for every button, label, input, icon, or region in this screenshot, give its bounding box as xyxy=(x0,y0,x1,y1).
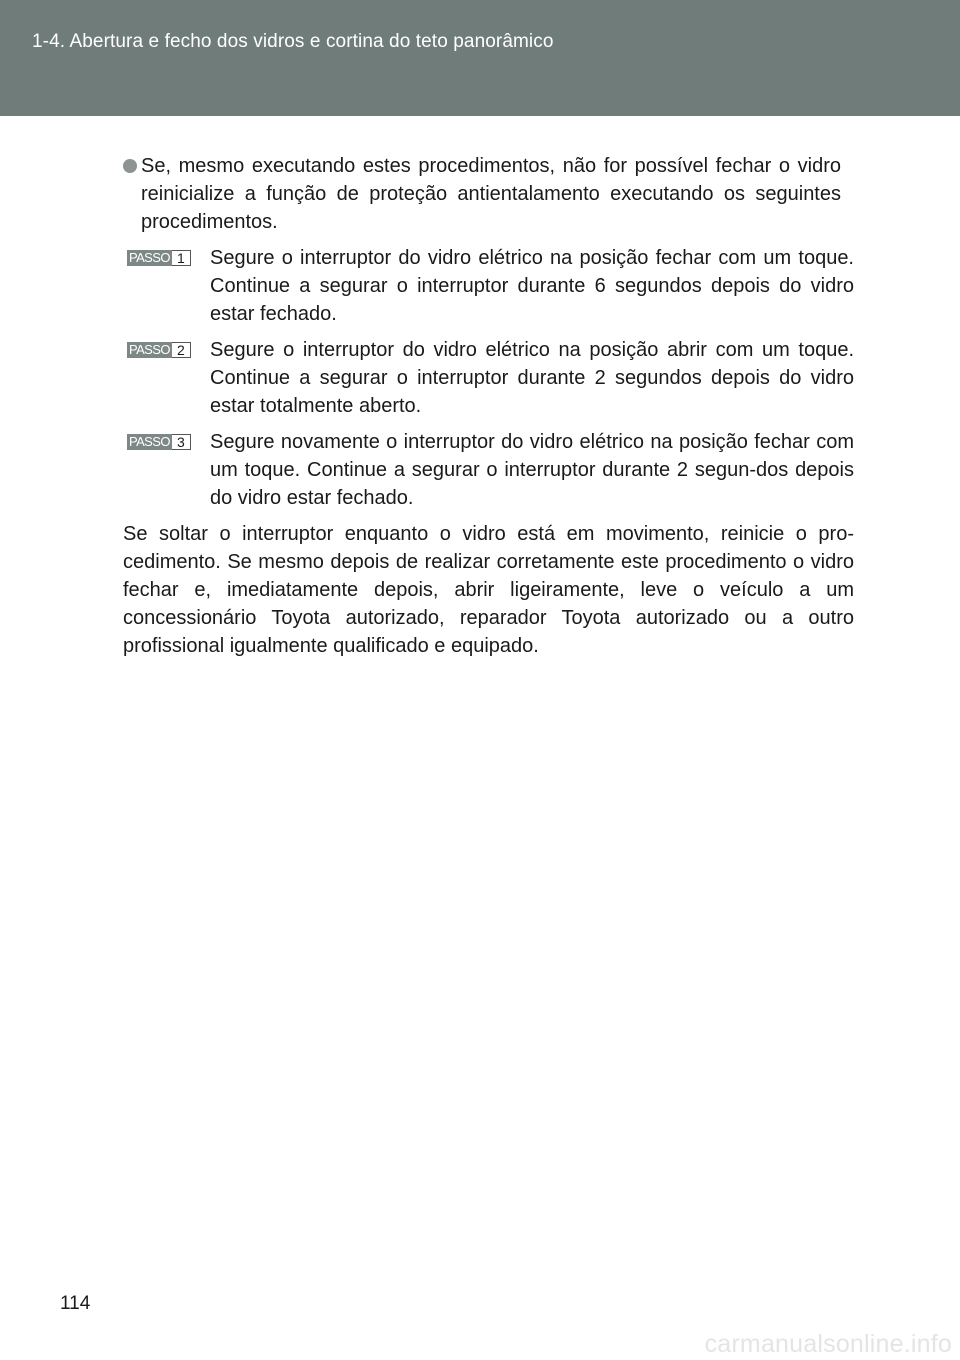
step-1-text: Segure o interruptor do vidro elétrico na posição fechar com um toque. Continue a segurar o interruptor durante 6 segundos depois do vidro estar fechado. xyxy=(210,247,854,325)
page-content xyxy=(123,152,854,660)
step-3 xyxy=(123,428,854,512)
step-3-text: Segure novamente o interruptor do vidro elétrico na posição fechar com um toque. Continue a segurar o interruptor durante 2 segun-dos depois do vidro estar fechado. xyxy=(210,431,854,509)
page-number: 114 xyxy=(60,1293,91,1314)
step-2 xyxy=(123,336,854,420)
step-3-badge-label: PASSO xyxy=(129,434,170,449)
step-list xyxy=(123,244,854,512)
step-1-badge xyxy=(127,250,191,266)
bullet-dot-icon xyxy=(123,159,137,173)
step-3-badge xyxy=(127,434,191,450)
step-2-badge-label: PASSO xyxy=(129,342,170,357)
step-2-text: Segure o interruptor do vidro elétrico na posição abrir com um toque. Continue a segurar o interruptor durante 2 segundos depois do vidro estar totalmente aberto. xyxy=(210,339,854,417)
step-3-badge-number: 3 xyxy=(172,434,191,450)
step-1-badge-label: PASSO xyxy=(129,250,170,265)
step-2-badge-number: 2 xyxy=(172,342,191,358)
step-1 xyxy=(123,244,854,328)
section-header-bar xyxy=(0,0,960,116)
step-1-badge-number: 1 xyxy=(172,250,191,266)
closing-paragraph: Se soltar o interruptor enquanto o vidro está em movimento, reinicie o pro-cedimento. Se mesmo depois de realizar corretamente este procedimento o vidro fechar e, imediatamente depois, abrir ligeiramente, leve o veículo a um concessionário Toyota autorizado, reparador Toyota autorizado ou a outro profissional igualmente qualificado e equipado. xyxy=(123,523,854,657)
watermark: carmanualsonline.info xyxy=(704,1330,952,1358)
bullet-note xyxy=(123,152,841,236)
step-2-badge xyxy=(127,342,191,358)
section-title: 1-4. Abertura e fecho dos vidros e cortina do teto panorâmico xyxy=(32,31,554,52)
bullet-note-text: Se, mesmo executando estes procedimentos, não for possível fechar o vidro reinicialize a função de proteção antientalamento executando os seguintes procedimentos. xyxy=(141,155,841,233)
